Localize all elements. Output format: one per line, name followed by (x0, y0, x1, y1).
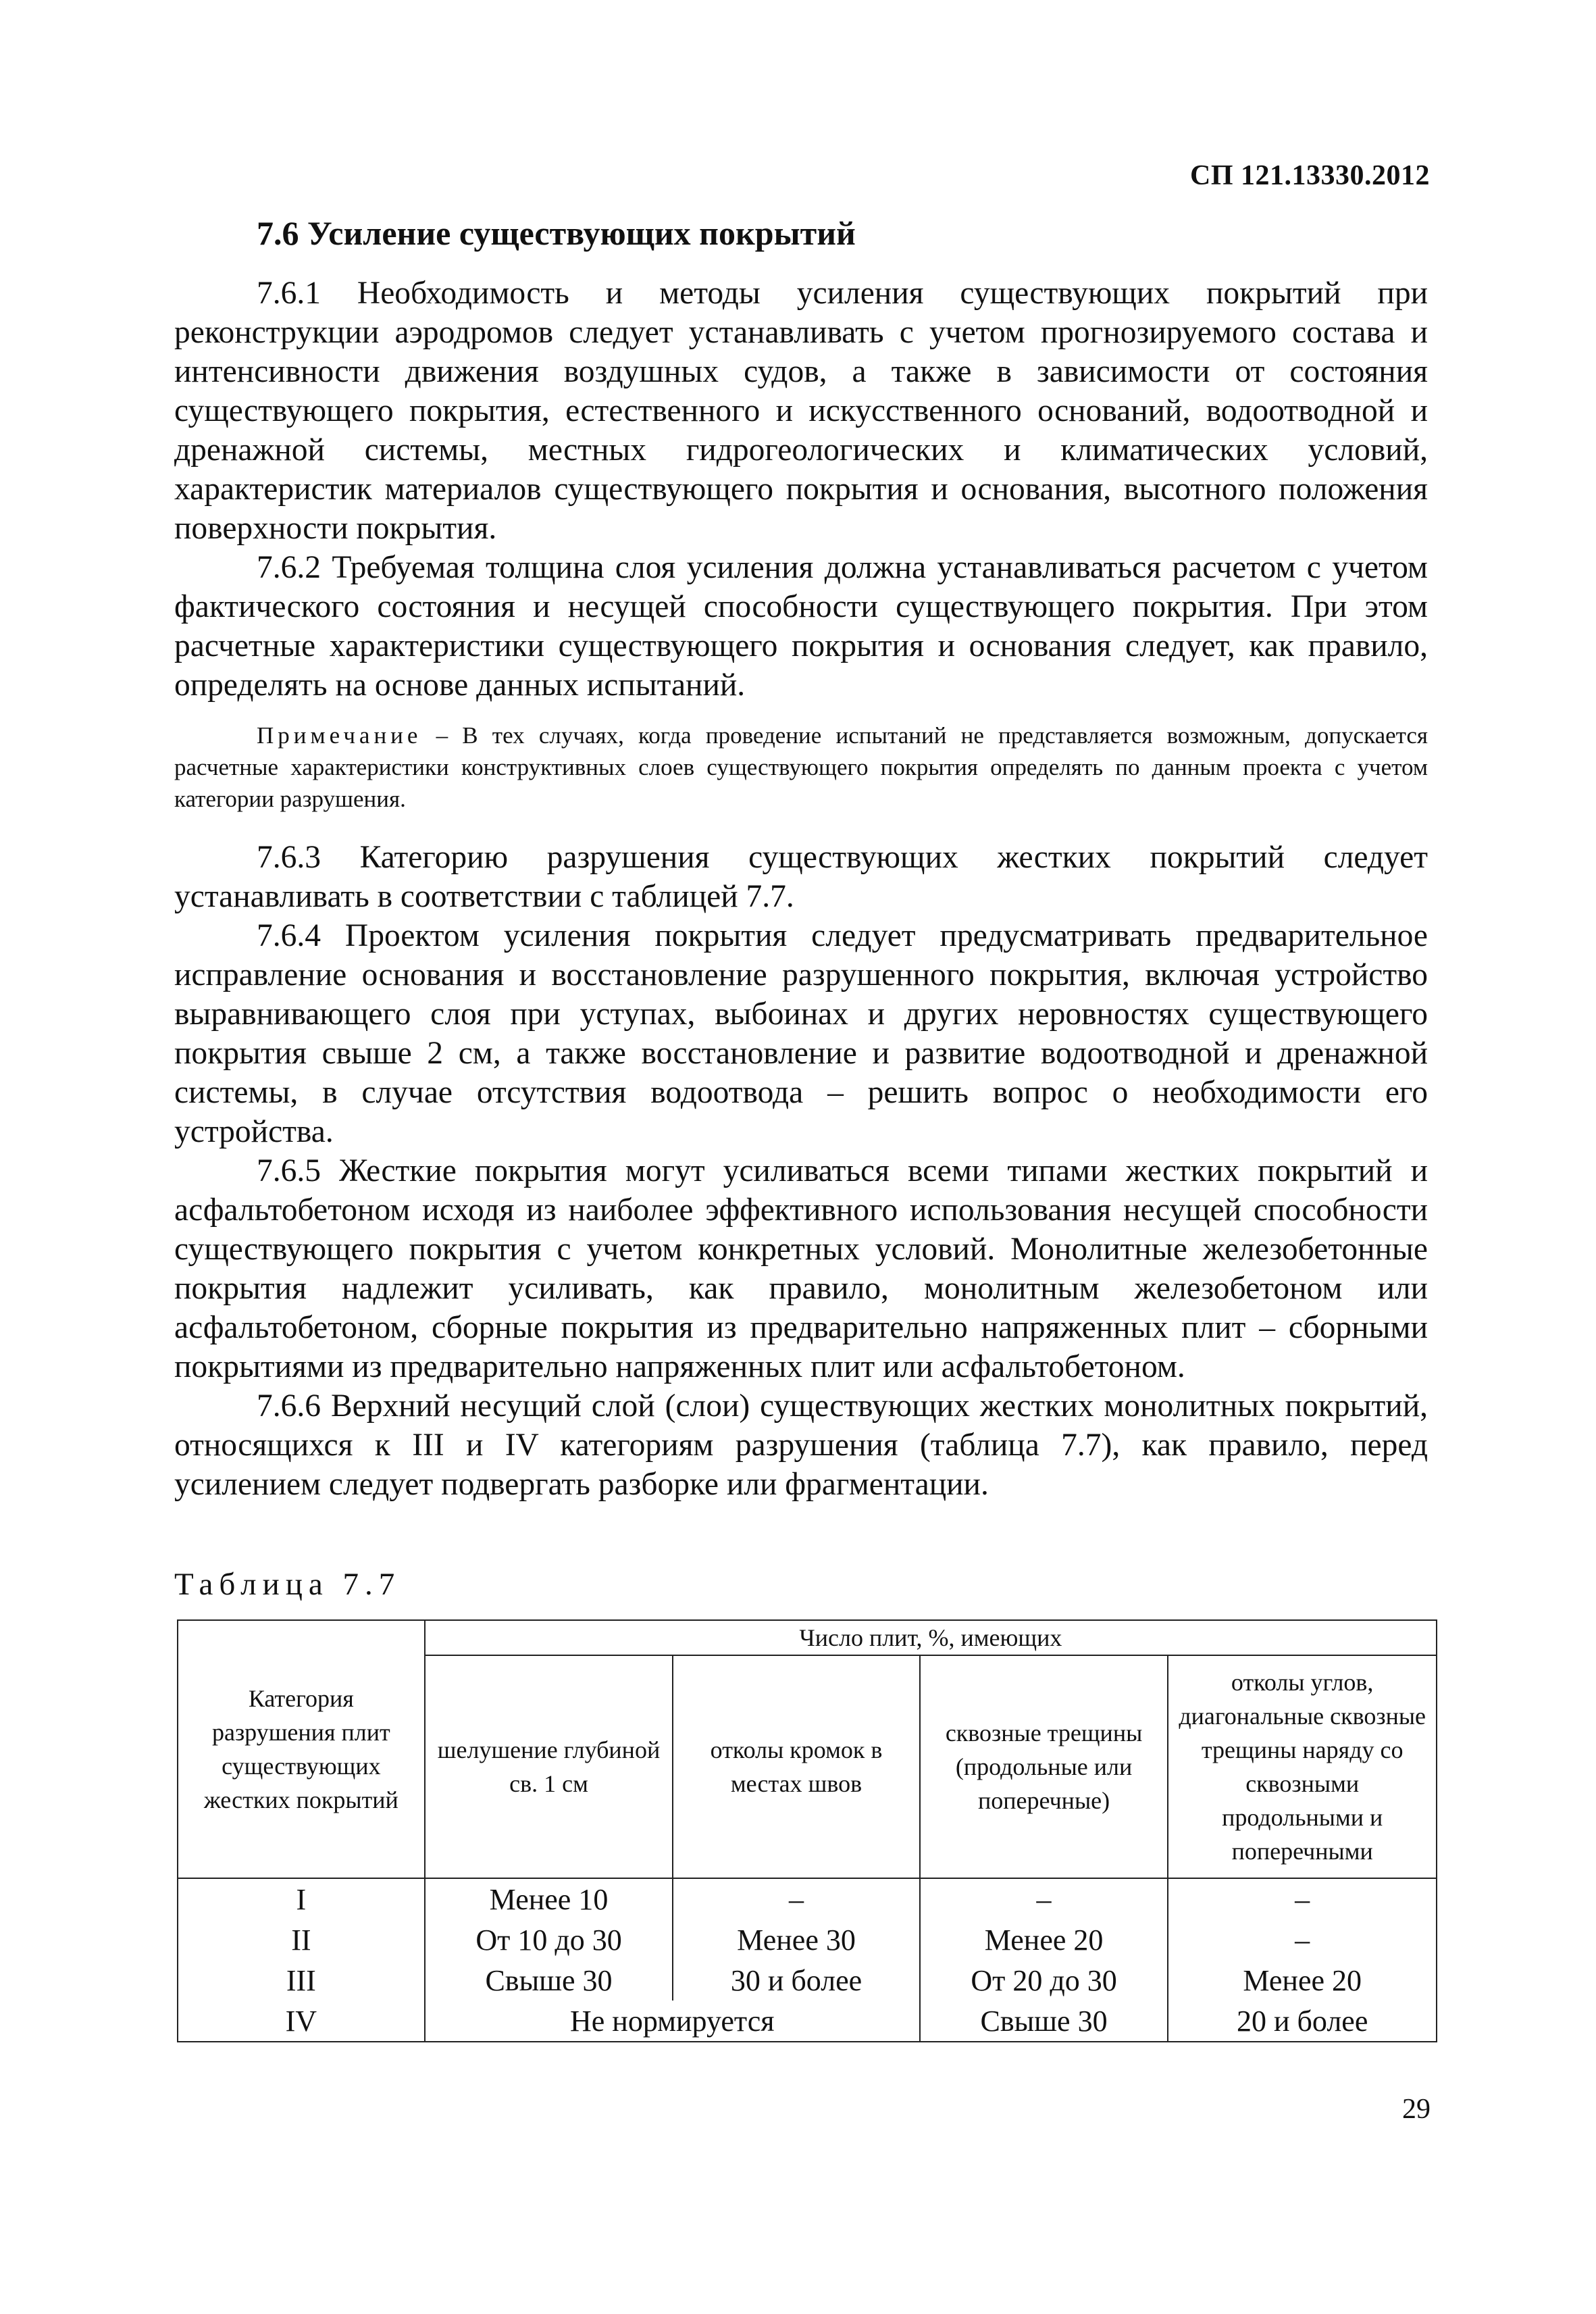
cell-category: I (178, 1878, 425, 1919)
section-title: 7.6 Усиление существующих покрытий (257, 214, 856, 252)
header-through-cracks: сквозные трещины (продольные или поперечные) (920, 1655, 1168, 1878)
damage-category-table (177, 1619, 1437, 2042)
page-number: 29 (1402, 2094, 1431, 2125)
table-row (178, 1919, 1437, 1960)
paragraph-7-6-4: 7.6.4 Проектом усиления покрытия следует предусматривать предварительное исправление основания и восстановление разрушенного покрытия, включая устройство выравнивающего слоя при уступах, выбоинах и других неровностях существующего покрытия свыше 2 см, а также восстановление и развитие водоотводной и дренажной системы, в случае отсутствия водоотвода – решить вопрос о необходимости его устройства. (174, 918, 1428, 1149)
table-row (178, 1960, 1437, 2001)
body-text (174, 274, 1428, 1504)
header-corner-breaks: отколы углов, диагональные сквозные трещины наряду со сквозными продольными и поперечными (1168, 1655, 1437, 1878)
cell-scaling: От 10 до 30 (425, 1919, 673, 1960)
cell-category: IV (178, 2001, 425, 2042)
cell-through-cracks: – (920, 1878, 1168, 1919)
paragraph-7-6-2: 7.6.2 Требуемая толщина слоя усиления должна устанавливаться расчетом с учетом фактического состояния и несущей способности существующего покрытия. При этом расчетные характеристики существующего покрытия и основания следует, как правило, определять на основе данных испытаний. (174, 550, 1428, 703)
cell-corner-breaks: – (1168, 1878, 1437, 1919)
cell-corner-breaks: – (1168, 1919, 1437, 1960)
paragraph-7-6-3: 7.6.3 Категорию разрушения существующих жестких покрытий следует устанавливать в соответствии с таблицей 7.7. (174, 840, 1428, 914)
cell-scaling: Свыше 30 (425, 1960, 673, 2001)
table-caption: Таблица 7.7 (174, 1567, 401, 1602)
note (174, 720, 1428, 815)
header-category: Категория разрушения плит существующих жестких покрытий (178, 1620, 425, 1878)
paragraph-7-6-5: 7.6.5 Жесткие покрытия могут усиливаться всеми типами жестких покрытий и асфальтобетоном исходя из наиболее эффективного использования несущей способности существующего покрытия с учетом конкретных условий. Монолитные железобетонные покрытия надлежит усиливать, как правило, монолитным железобетоном или асфальтобетоном, сборные покрытия из предварительно напряженных плит – сборными покрытиями из предварительно напряженных плит или асфальтобетоном. (174, 1153, 1428, 1384)
cell-edge-spalling: Менее 30 (673, 1919, 919, 1960)
table-row (178, 1878, 1437, 1919)
document-code: СП 121.13330.2012 (1190, 160, 1430, 191)
cell-corner-breaks: 20 и более (1168, 2001, 1437, 2042)
cell-category: II (178, 1919, 425, 1960)
cell-edge-spalling: 30 и более (673, 1960, 919, 2001)
cell-not-regulated: Не нормируется (425, 2001, 920, 2042)
cell-through-cracks: Менее 20 (920, 1919, 1168, 1960)
header-edge-spalling: отколы кромок в местах швов (673, 1655, 919, 1878)
cell-scaling: Менее 10 (425, 1878, 673, 1919)
note-label: Примечание (257, 722, 422, 749)
cell-corner-breaks: Менее 20 (1168, 1960, 1437, 2001)
header-scaling: шелушение глубиной св. 1 см (425, 1655, 673, 1878)
cell-category: III (178, 1960, 425, 2001)
paragraph-7-6-1: 7.6.1 Необходимость и методы усиления существующих покрытий при реконструкции аэродромов следует устанавливать с учетом прогнозируемого состава и интенсивности движения воздушных судов, а также в зависимости от состояния существующего покрытия, естественного и искусственного оснований, водоотводной и дренажной системы, местных гидрогеологических и климатических условий, характеристик материалов существующего покрытия и основания, высотного положения поверхности покрытия. (174, 276, 1428, 546)
cell-through-cracks: Свыше 30 (920, 2001, 1168, 2042)
table-row (178, 2001, 1437, 2042)
note-text: – В тех случаях, когда проведение испытаний не представляется возможным, допускается расчетные характеристики конструктивных слоев существующего покрытия определять по данным проекта с учетом категории разрушения. (174, 722, 1428, 812)
header-slab-percentage: Число плит, %, имеющих (425, 1620, 1437, 1655)
cell-through-cracks: От 20 до 30 (920, 1960, 1168, 2001)
cell-edge-spalling: – (673, 1878, 919, 1919)
paragraph-7-6-6: 7.6.6 Верхний несущий слой (слои) существующих жестких монолитных покрытий, относящихся к III и IV категориям разрушения (таблица 7.7), как правило, перед усилением следует подвергать разборке или фрагментации. (174, 1388, 1428, 1502)
